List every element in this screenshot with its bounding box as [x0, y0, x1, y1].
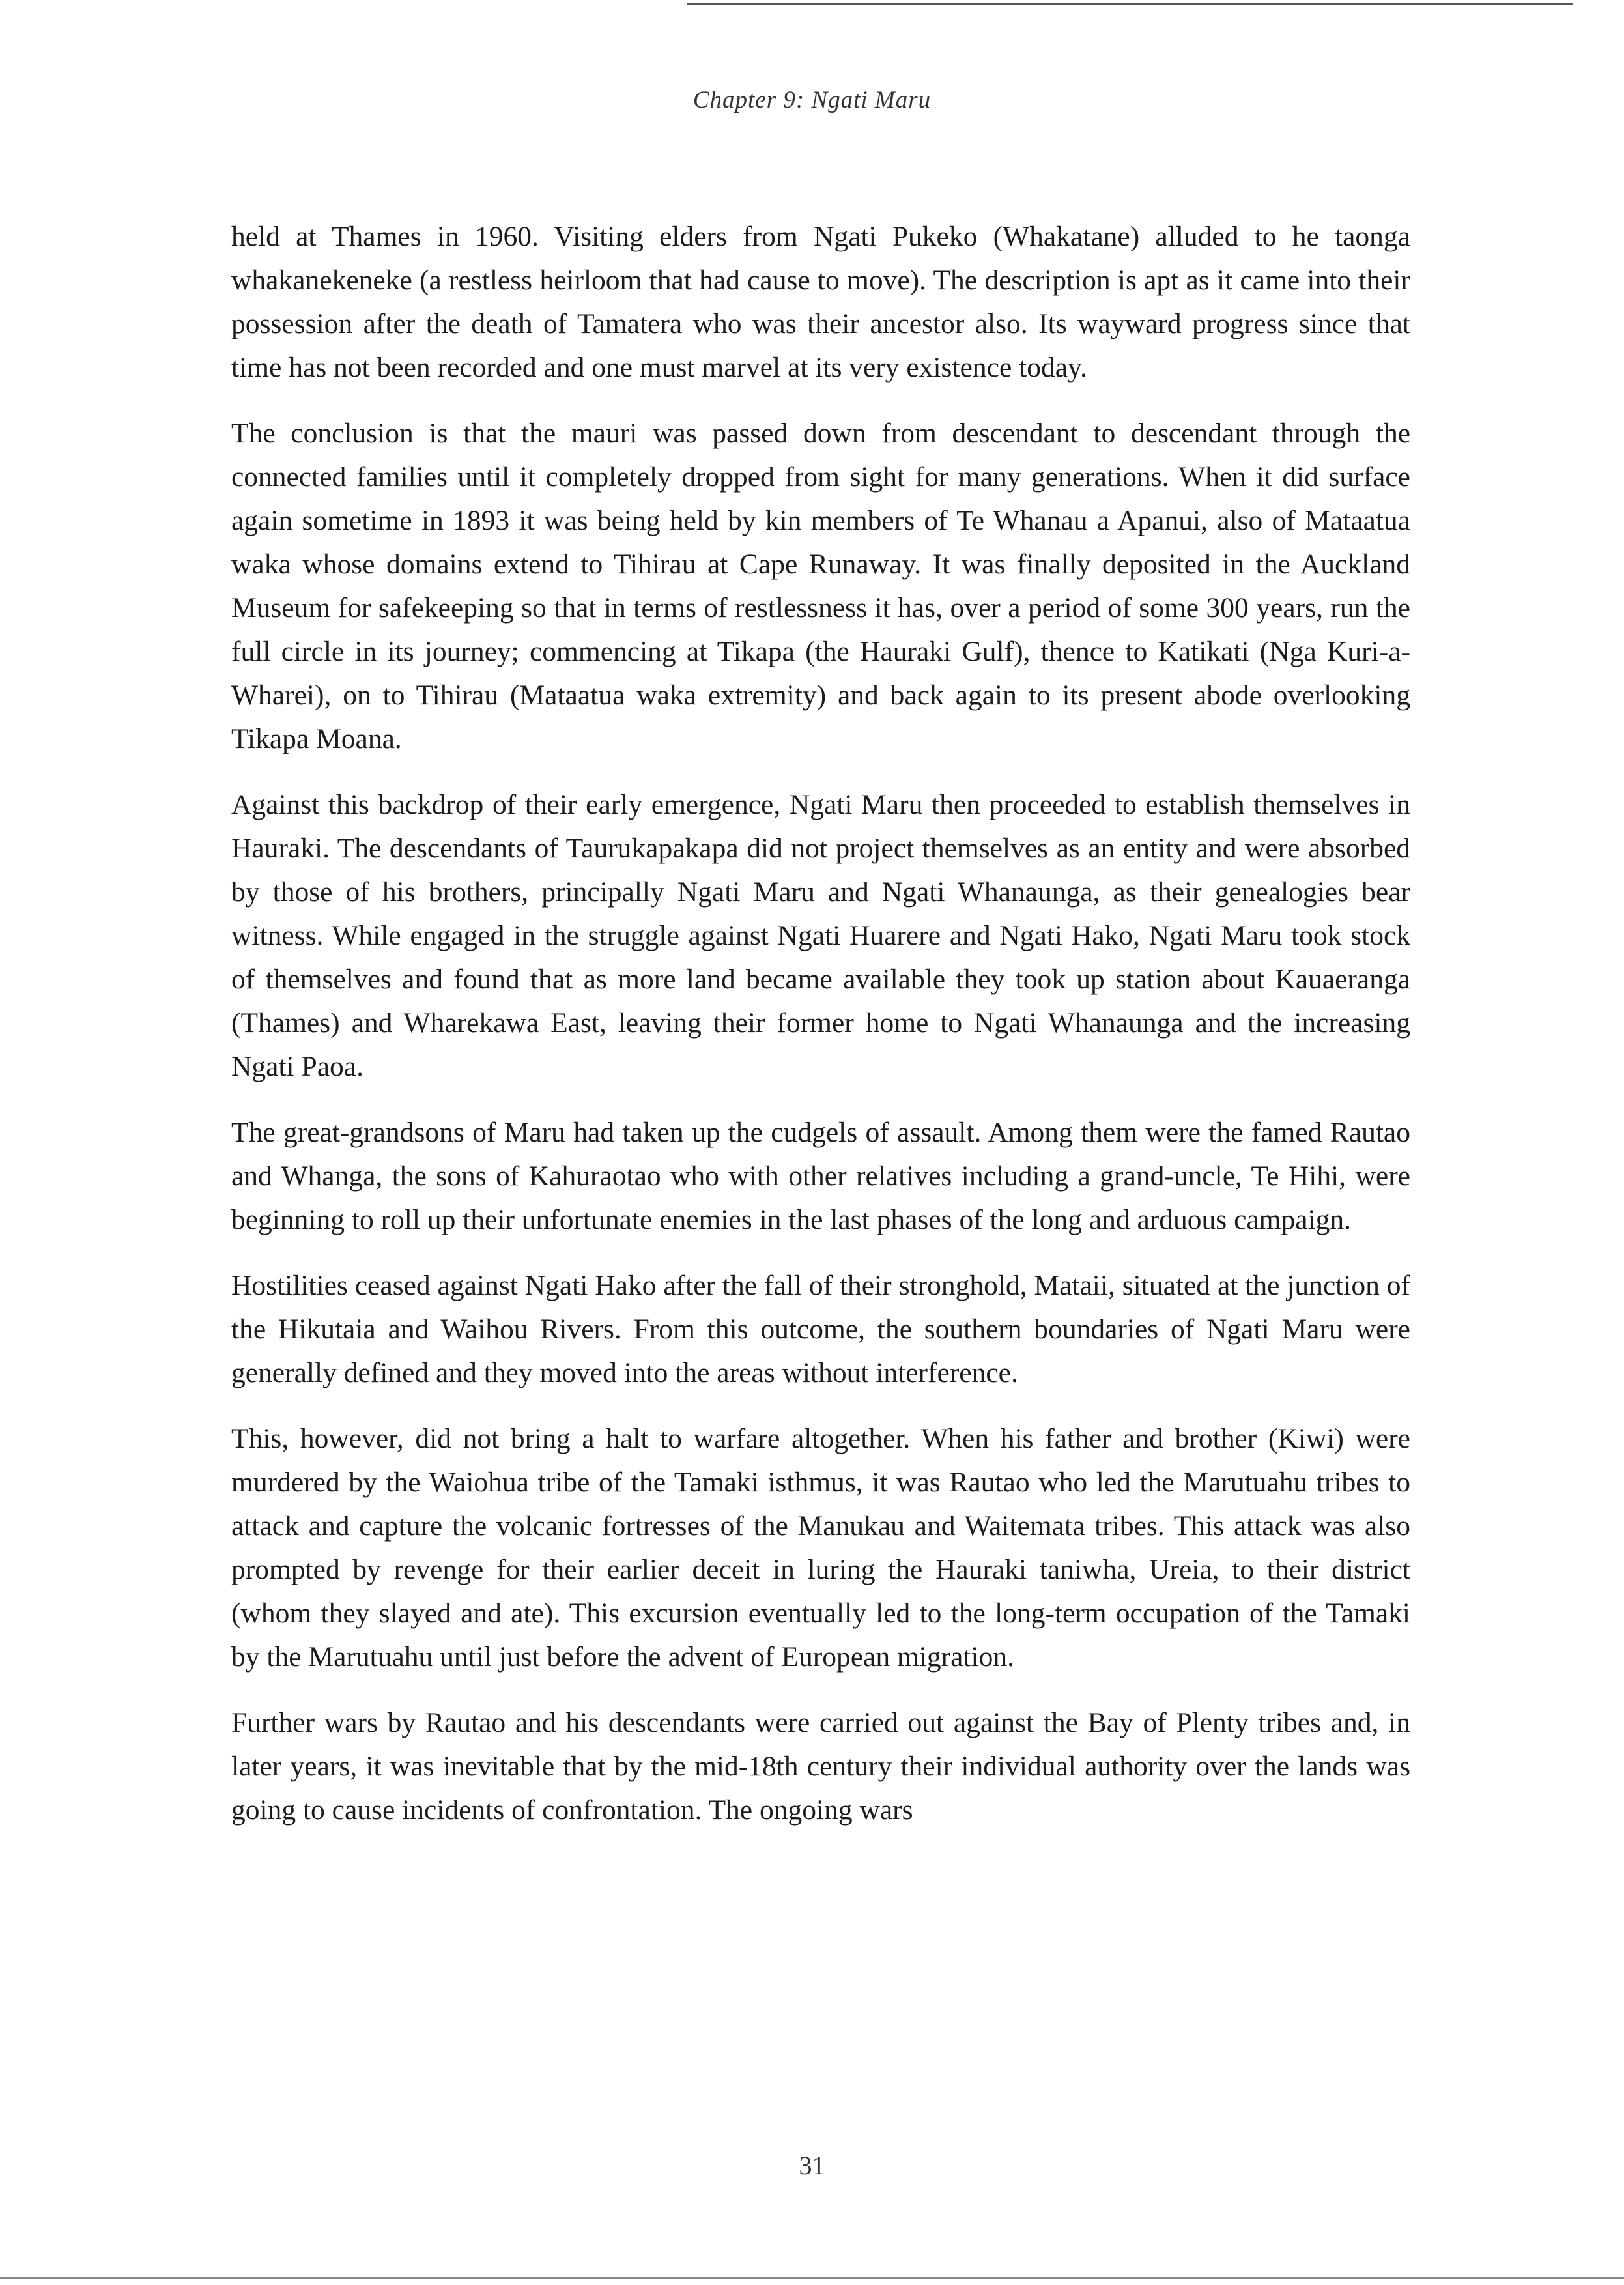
top-rule [687, 3, 1573, 5]
paragraph: Further wars by Rautao and his descendants were carried out against the Bay of Plenty tribes and, in later years, it was inevitable that by the mid-18th century their individual authority over the lands was going to cause incidents of confrontation. The ongoing wars [231, 1707, 1410, 1826]
paragraph: The conclusion is that the mauri was passed down from descendant to descendant through the connected families until it completely dropped from sight for many generations. When it did surface again sometime in 1893 it was being held by kin members of Te Whanau a Apanui, also of Mataatua waka whose domains extend to Tihirau at Cape Runaway. It was finally deposited in the Auckland Museum for safekeeping so that in terms of restlessness it has, over a period of some 300 years, run the full circle in its journey; commencing at Tikapa (the Hauraki Gulf), thence to Katikati (Nga Kuri-a-Wharei), on to Tihirau (Mataatua waka extremity) and back again to its present abode overlooking Tikapa Moana. [231, 418, 1410, 754]
paragraph: The great-grandsons of Maru had taken up the cudgels of assault. Among them were the famed Rautao and Whanga, the sons of Kahuraotao who with other relatives including a grand-uncle, Te Hihi, were beginning to roll up their unfortunate enemies in the last phases of the long and arduous campaign. [231, 1117, 1410, 1235]
paragraph: Hostilities ceased against Ngati Hako after the fall of their stronghold, Mataii, situated at the junction of the Hikutaia and Waihou Rivers. From this outcome, the southern boundaries of Ngati Maru were generally defined and they moved into the areas without interference. [231, 1270, 1410, 1388]
running-head: Chapter 9: Ngati Maru [692, 87, 932, 113]
bottom-rule [0, 2277, 1624, 2279]
page-number: 31 [799, 2151, 825, 2180]
paragraph: This, however, did not bring a halt to warfare altogether. When his father and brother (Kiwi) were murdered by the Waiohua tribe of the Tamaki isthmus, it was Rautao who led the Marutuahu tribes to attack and capture the volcanic fortresses of the Manukau and Waitemata tribes. This attack was also prompted by revenge for their earlier deceit in luring the Hauraki taniwha, Ureia, to their district (whom they slayed and ate). This excursion eventually led to the long-term occupation of the Tamaki by the Marutuahu until just before the advent of European migration. [231, 1423, 1410, 1673]
paragraph: held at Thames in 1960. Visiting elders from Ngati Pukeko (Whakatane) alluded to he taonga whakanekeneke (a restless heirloom that had cause to move). The description is apt as it came into their possession after the death of Tamatera who was their ancestor also. Its wayward progress since that time has not been recorded and one must marvel at its very existence today. [231, 221, 1410, 383]
body-text [231, 215, 1410, 1854]
paragraph: Against this backdrop of their early emergence, Ngati Maru then proceeded to establish themselves in Hauraki. The descendants of Taurukapakapa did not project themselves as an entity and were absorbed by those of his brothers, principally Ngati Maru and Ngati Whanaunga, as their genealogies bear witness. While engaged in the struggle against Ngati Huarere and Ngati Hako, Ngati Maru took stock of themselves and found that as more land became available they took up station about Kauaeranga (Thames) and Wharekawa East, leaving their former home to Ngati Whanaunga and the increasing Ngati Paoa. [231, 789, 1410, 1082]
